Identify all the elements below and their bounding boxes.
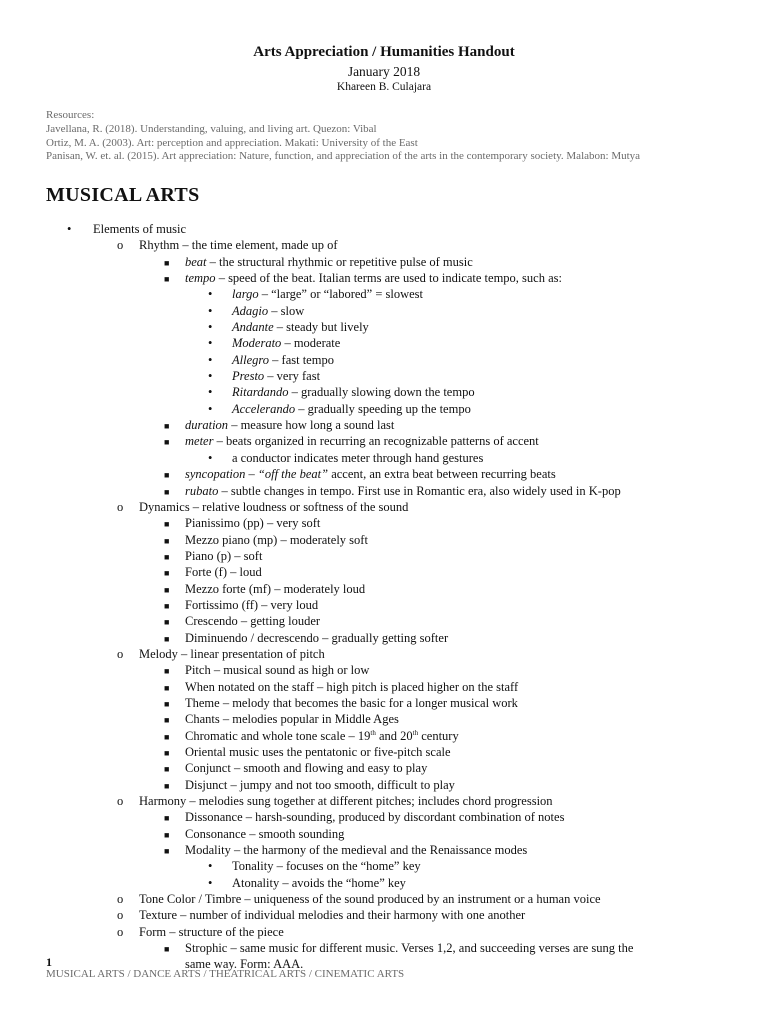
bullet-marker: ■ (164, 682, 170, 693)
bullet-marker: o (117, 924, 124, 939)
superscript: th (412, 728, 419, 737)
item-text: Crescendo – getting louder (185, 614, 321, 629)
outline-item-text (185, 744, 451, 760)
outline-item-text (185, 548, 262, 564)
item-text: Rhythm – the time element, made up of (139, 238, 338, 253)
item-text: Consonance – smooth sounding (185, 826, 345, 841)
outline-item (0, 319, 768, 335)
item-text: Pianissimo (pp) – very soft (185, 516, 321, 531)
item-text: Chromatic and whole tone scale – 19 (185, 728, 371, 743)
superscript: th (370, 728, 376, 737)
item-text: Melody – linear presentation of pitch (139, 646, 325, 661)
outline-item-text (139, 793, 553, 809)
outline-item (0, 417, 768, 433)
outline-item (0, 711, 768, 727)
outline-item-text (232, 319, 369, 335)
italic-term: largo (232, 287, 259, 302)
bullet-marker: • (208, 320, 213, 335)
outline-item (0, 744, 768, 760)
outline-item-text (232, 352, 334, 368)
outline-item-text (232, 450, 483, 466)
bullet-marker: ■ (164, 437, 170, 448)
italic-term: meter (185, 434, 214, 449)
outline-item-text (185, 777, 455, 793)
outline-item-text (185, 662, 369, 678)
item-text: – measure how long a sound last (228, 418, 395, 433)
item-text: Conjunct – smooth and flowing and easy to play (185, 761, 428, 776)
item-text: Dissonance – harsh-sounding, produced by discordant combination of notes (185, 810, 565, 825)
bullet-marker: ■ (164, 764, 170, 775)
bullet-marker: ■ (164, 617, 170, 628)
bullet-marker: ■ (164, 421, 170, 432)
outline-item (0, 924, 768, 940)
bullet-marker: ■ (164, 731, 170, 742)
outline-item (0, 630, 768, 646)
outline-item-text (185, 842, 527, 858)
outline-item-text (185, 564, 262, 580)
outline-item-text (139, 237, 338, 253)
item-text: – steady but lively (273, 320, 369, 335)
page-number: 1 (46, 955, 52, 969)
item-text: – subtle changes in tempo. First use in Romantic era, also widely used in K-pop (218, 483, 621, 498)
bullet-marker: • (208, 352, 213, 367)
outline-item (0, 286, 768, 302)
outline-item (0, 728, 768, 744)
bullet-marker: o (117, 499, 124, 514)
italic-term: rubato (185, 483, 219, 498)
item-text: Texture – number of individual melodies and their harmony with one another (139, 908, 526, 923)
item-text: Form – structure of the piece (139, 924, 284, 939)
outline-item (0, 809, 768, 825)
outline-item (0, 940, 768, 956)
item-text: Elements of music (93, 222, 187, 236)
item-text: Fortissimo (ff) – very loud (185, 597, 319, 612)
bullet-marker: ■ (164, 715, 170, 726)
item-text: Diminuendo / decrescendo – gradually getting softer (185, 630, 449, 645)
document-author: Khareen B. Culajara (336, 81, 432, 93)
item-text: Forte (f) – loud (185, 565, 262, 580)
outline-item-text (185, 597, 318, 613)
italic-term: duration (185, 418, 229, 433)
item-text: Tonality – focuses on the “home” key (232, 859, 421, 874)
item-text: Strophic – same music for different music. Verses 1,2, and succeeding verses are sung the (185, 941, 634, 956)
item-text: – speed of the beat. Italian terms are used to indicate tempo, such as: (215, 271, 562, 286)
item-text: – gradually speeding up the tempo (295, 401, 471, 416)
item-text: – moderate (281, 336, 341, 351)
bullet-marker: ■ (164, 519, 170, 530)
outline-item (0, 466, 768, 482)
outline-item (0, 352, 768, 368)
item-text-after: century (418, 728, 459, 743)
outline-item (0, 303, 768, 319)
bullet-marker: • (208, 401, 213, 416)
outline-item-text (139, 646, 325, 662)
bullet-marker: ■ (164, 944, 170, 955)
item-text: accent, an extra beat between recurring beats (328, 467, 556, 482)
outline-item (0, 826, 768, 842)
resource-item: Javellana, R. (2018). Understanding, valuing, and living art. Quezon: Vibal (46, 122, 377, 135)
outline-item (0, 254, 768, 270)
item-text: Disjunct – jumpy and not too smooth, difficult to play (185, 777, 455, 792)
italic-term: Moderato (232, 336, 282, 351)
outline-item-text (185, 809, 564, 825)
italic-term: Allegro (232, 352, 270, 367)
item-text: – beats organized in recurring an recognizable patterns of accent (213, 434, 539, 449)
bullet-marker: ■ (164, 666, 170, 677)
item-text: Piano (p) – soft (185, 548, 263, 563)
document-title: Arts Appreciation / Humanities Handout (253, 44, 515, 60)
document-date: January 2018 (347, 64, 421, 79)
outline-item (0, 858, 768, 874)
item-text: same way. Form: AAA. (185, 957, 304, 972)
outline-item (0, 335, 768, 351)
outline-item-text (185, 581, 365, 597)
outline-item (0, 760, 768, 776)
bullet-marker: ■ (164, 551, 170, 562)
bullet-marker: ■ (164, 257, 170, 268)
outline-item (0, 679, 768, 695)
outline-item-text (232, 384, 475, 400)
outline-item (0, 581, 768, 597)
outline-item-text (185, 270, 562, 286)
item-text: – slow (268, 303, 305, 318)
italic-term: Ritardando (232, 385, 289, 400)
bullet-marker: ■ (164, 780, 170, 791)
outline-item-text (93, 221, 186, 237)
section-title: MUSICAL ARTS (46, 184, 200, 206)
bullet-marker: • (208, 369, 213, 384)
resource-item: Ortiz, M. A. (2003). Art: perception and appreciation. Makati: University of the East (46, 136, 418, 149)
outline-item-text (139, 907, 525, 923)
italic-term: Adagio (232, 303, 269, 318)
outline-item-text (185, 695, 518, 711)
outline-item-text (185, 532, 368, 548)
item-text: – gradually slowing down the tempo (288, 385, 475, 400)
outline-item (0, 368, 768, 384)
outline-item-text (185, 711, 399, 727)
bullet-marker: • (208, 450, 213, 465)
bullet-marker: ■ (164, 846, 170, 857)
outline-item (0, 499, 768, 515)
outline-item (0, 842, 768, 858)
item-text: Harmony – melodies sung together at different pitches; includes chord progression (139, 794, 553, 809)
bullet-marker: ■ (164, 584, 170, 595)
outline-item-text (185, 728, 459, 744)
outline-item-text (232, 368, 320, 384)
outline-item (0, 891, 768, 907)
bullet-marker: • (208, 859, 213, 874)
outline-item (0, 875, 768, 891)
bullet-marker: ■ (164, 470, 170, 481)
outline-item (0, 695, 768, 711)
outline-item-text (185, 417, 394, 433)
item-text: – the structural rhythmic or repetitive pulse of music (206, 254, 473, 269)
outline-item-text (185, 483, 621, 499)
outline-item-text (185, 630, 448, 646)
italic-term: syncopation – “off the beat” (185, 467, 329, 482)
outline-item (0, 450, 768, 466)
outline-item-text (232, 303, 304, 319)
bullet-marker: ■ (164, 600, 170, 611)
item-text: Theme – melody that becomes the basic for a longer musical work (185, 695, 518, 710)
outline-item (0, 662, 768, 678)
bullet-marker: ■ (164, 535, 170, 546)
bullet-marker: • (208, 385, 213, 400)
bullet-marker: ■ (164, 698, 170, 709)
outline-item (0, 384, 768, 400)
bullet-marker: ■ (164, 813, 170, 824)
outline-item (0, 548, 768, 564)
outline-item-text (232, 335, 340, 351)
italic-term: Presto (232, 369, 265, 384)
resources-block (46, 109, 640, 164)
outline-item-text (185, 826, 344, 842)
bullet-marker: ■ (164, 486, 170, 497)
outline-item-text (185, 760, 427, 776)
item-text: – “large” or “labored” = slowest (258, 287, 424, 302)
bullet-marker: • (208, 303, 213, 318)
bullet-marker: o (117, 892, 124, 907)
outline-item (0, 237, 768, 253)
outline-item-text (232, 858, 421, 874)
italic-term: beat (185, 254, 207, 269)
outline-item (0, 221, 768, 237)
outline-item-text (185, 433, 539, 449)
outline-item-text (139, 891, 601, 907)
item-text: When notated on the staff – high pitch is placed higher on the staff (185, 679, 519, 694)
item-text: Oriental music uses the pentatonic or five-pitch scale (185, 745, 451, 759)
item-text: Mezzo forte (mf) – moderately loud (185, 581, 366, 596)
outline-item (0, 597, 768, 613)
outline-item (0, 483, 768, 499)
outline-item-text (185, 940, 633, 956)
outline-item (0, 564, 768, 580)
outline-item (0, 401, 768, 417)
bullet-marker: • (208, 875, 213, 890)
item-text: Dynamics – relative loudness or softness of the sound (139, 499, 409, 514)
bullet-marker: ■ (164, 568, 170, 579)
item-text: – very fast (264, 369, 321, 384)
item-text: Pitch – musical sound as high or low (185, 663, 370, 678)
italic-term: Andante (232, 320, 274, 335)
outline-item (0, 793, 768, 809)
outline-item-text (232, 286, 423, 302)
bullet-marker: • (208, 336, 213, 351)
bullet-marker: o (117, 908, 124, 923)
item-text: – fast tempo (269, 352, 334, 367)
item-text: Chants – melodies popular in Middle Ages (185, 712, 399, 727)
bullet-marker: o (117, 238, 124, 253)
bullet-marker: ■ (164, 274, 170, 285)
italic-term: Accelerando (232, 401, 296, 416)
outline-item-text (139, 924, 284, 940)
outline-item (0, 646, 768, 662)
outline-item-text (185, 613, 320, 629)
outline-item-text (139, 499, 408, 515)
bullet-marker: ■ (164, 633, 170, 644)
outline-item-text (232, 401, 471, 417)
outline-item-text (185, 515, 320, 531)
bullet-marker: o (117, 646, 124, 661)
resources-label: Resources: (46, 109, 95, 121)
bullet-marker: o (117, 794, 124, 809)
item-text: Mezzo piano (mp) – moderately soft (185, 532, 368, 547)
item-text-mid: and 20 (375, 728, 413, 743)
outline-item-text (232, 875, 406, 891)
bullet-marker: • (67, 222, 72, 236)
outline-item (0, 613, 768, 629)
outline-item (0, 532, 768, 548)
item-text: Modality – the harmony of the medieval and the Renaissance modes (185, 843, 528, 858)
outline-list (0, 221, 768, 973)
bullet-marker: • (208, 287, 213, 302)
outline-item (0, 433, 768, 449)
item-text: a conductor indicates meter through hand gestures (232, 450, 484, 465)
page-footer: MUSICAL ARTS / DANCE ARTS / THEATRICAL ARTS / CINEMATIC ARTS (46, 968, 405, 980)
outline-item-text (185, 466, 556, 482)
bullet-marker: ■ (164, 748, 170, 758)
bullet-marker: ■ (164, 829, 170, 840)
outline-item (0, 270, 768, 286)
outline-item (0, 907, 768, 923)
italic-term: tempo (185, 271, 216, 286)
resource-item: Panisan, W. et. al. (2015). Art appreciation: Nature, function, and appreciation of the arts in the contemporary society. Malabon: Mutya (46, 150, 641, 163)
outline-item-text (185, 254, 473, 270)
outline-item (0, 777, 768, 793)
outline-item-text (185, 679, 518, 695)
item-text: Atonality – avoids the “home” key (232, 875, 406, 890)
item-text: Tone Color / Timbre – uniqueness of the sound produced by an instrument or a human voice (139, 892, 601, 907)
outline-item (0, 515, 768, 531)
